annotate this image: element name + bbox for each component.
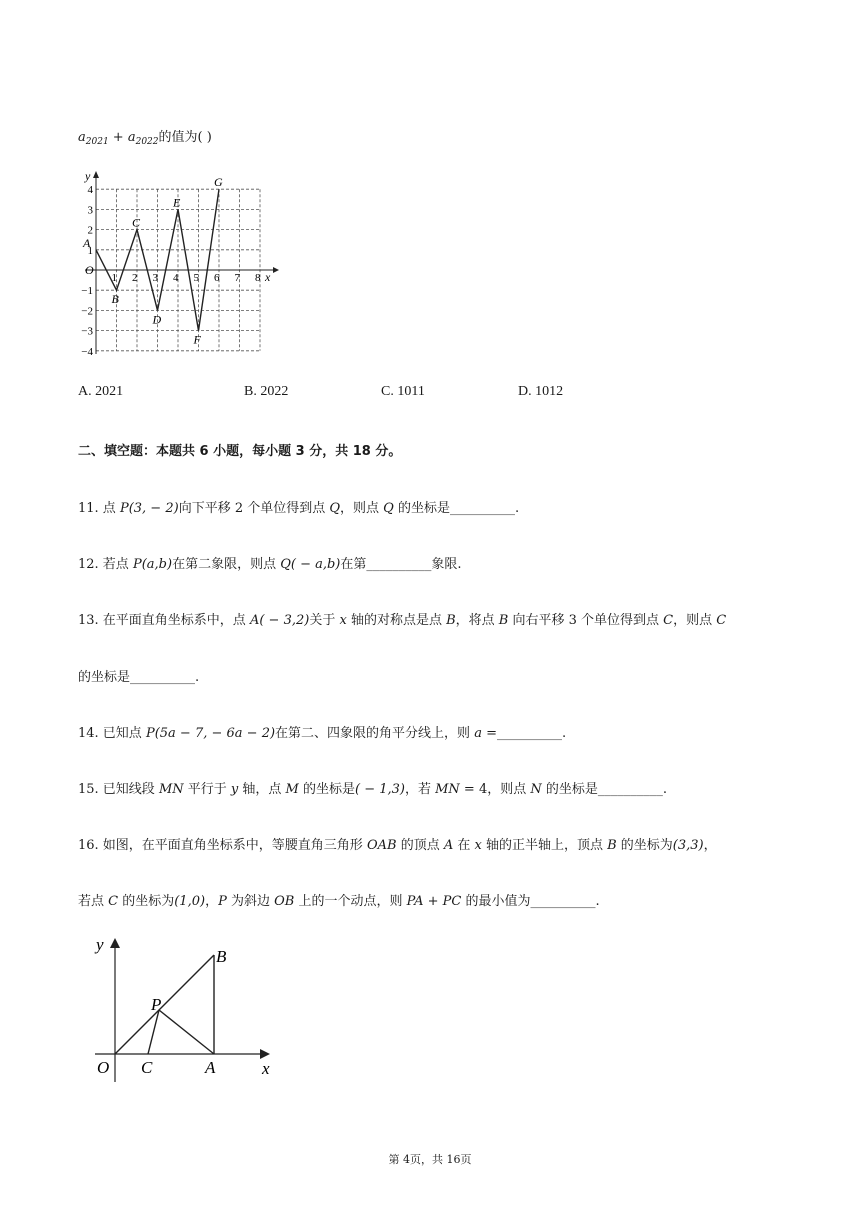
q15-c: 平行于 — [183, 782, 231, 797]
segment-ob — [115, 955, 214, 1054]
question-13-line2: 的坐标是__________. — [78, 670, 200, 685]
q15-g: 的坐标是 — [298, 782, 355, 797]
q13-c: 关于 — [309, 613, 340, 628]
q16-l2a: 若点 — [78, 894, 109, 909]
q16-d: A — [443, 838, 454, 853]
q16-l2b: C — [108, 894, 119, 909]
question-13 — [78, 609, 726, 628]
q10-s2: 2022 — [135, 137, 159, 147]
q16-l2h: OB — [274, 894, 295, 909]
q10-a2: a — [127, 130, 136, 145]
q16-c: 的顶点 — [396, 838, 444, 853]
q13-f: B — [446, 613, 456, 628]
q15-a: 15. 已知线段 — [78, 782, 159, 797]
q15-h: ( − 1,3) — [354, 782, 405, 797]
q11-a: 11. 点 — [78, 501, 120, 516]
x-tick-label: 1 — [111, 272, 117, 284]
q10-plus: + — [108, 130, 128, 145]
q16-b: OAB — [366, 838, 397, 853]
section-title: 二、填空题：本题共 6 小题，每小题 3 分，共 18 分。 — [78, 444, 402, 459]
q12-a: 12. 若点 — [78, 557, 133, 572]
point-label-c: C — [132, 215, 141, 230]
q16-l2e: ， — [205, 894, 219, 909]
x-axis-label: x — [265, 270, 271, 284]
question-14 — [78, 722, 566, 741]
q12-b: P(a,b) — [132, 557, 173, 572]
q15-f: M — [285, 782, 299, 797]
point-label-d: D — [152, 312, 162, 327]
y-tick-label: −4 — [81, 345, 93, 358]
q15-l: N — [530, 782, 542, 797]
x-axis-arrow — [260, 1049, 270, 1059]
q16-j: (3,3) — [672, 838, 704, 853]
question-16-line2 — [78, 890, 600, 909]
q10-stem — [78, 126, 212, 147]
y-tick-label: 4 — [87, 184, 93, 197]
x-tick-label: 4 — [173, 272, 179, 284]
b-label: B — [216, 947, 227, 966]
q16-a: 16. 如图，在平面直角坐标系中，等腰直角三角形 — [78, 838, 367, 853]
q15-e: 轴，点 — [238, 782, 286, 797]
q12-e: 在第__________象限. — [340, 557, 462, 572]
y-tick-label: −3 — [81, 325, 93, 338]
point-label-e: E — [173, 195, 181, 210]
q15-m: 的坐标是__________. — [541, 782, 667, 797]
q14-e: =__________. — [481, 726, 567, 741]
q13-d: x — [339, 613, 347, 628]
y-axis-arrow — [110, 938, 120, 948]
o-label: O — [97, 1058, 110, 1077]
x-axis-arrow — [273, 267, 279, 273]
segment-pa — [159, 1010, 214, 1054]
x-tick-label: 7 — [234, 272, 240, 284]
q13-a: 13. 在平面直角坐标系中，点 — [78, 613, 250, 628]
y-label: y — [96, 935, 104, 954]
q13-i: 向右平移 3 个单位得到点 — [508, 613, 664, 628]
q11-d: Q — [329, 501, 341, 516]
q16-e: 在 — [453, 838, 475, 853]
y-tick-label: 2 — [87, 224, 93, 237]
x-tick-label: 8 — [255, 272, 261, 284]
q16-l2j: PA + PC — [406, 894, 462, 909]
point-label-f: F — [193, 332, 201, 347]
question-16 — [78, 834, 717, 853]
q14-d: a — [474, 726, 482, 741]
q16-l2c: 的坐标为 — [118, 894, 175, 909]
x-tick-label: 2 — [132, 272, 138, 284]
origin-label: O — [85, 263, 94, 277]
q14-b: P(5a − 7, − 6a − 2) — [145, 726, 276, 741]
a-label: A — [205, 1058, 216, 1077]
q13-k: ，则点 — [673, 613, 717, 628]
zigzag-graph — [75, 168, 285, 358]
q16-i: 的坐标为 — [616, 838, 673, 853]
option-b: B. 2022 — [244, 384, 289, 399]
q11-e: ，则点 — [340, 501, 384, 516]
y-tick-label: 3 — [87, 204, 93, 217]
q13-e: 轴的对称点是点 — [346, 613, 447, 628]
q10-a1: a — [78, 130, 86, 145]
option-a: A. 2021 — [78, 384, 124, 399]
y-axis-arrow — [93, 171, 99, 178]
q16-l2g: 为斜边 — [226, 894, 275, 909]
q16-g: 轴的正半轴上，顶点 — [481, 838, 608, 853]
q15-b: MN — [158, 782, 184, 797]
q13-g: ，将点 — [455, 613, 499, 628]
q12-d: Q( − a,b) — [280, 557, 341, 572]
q12-c: 在第二象限，则点 — [172, 557, 281, 572]
point-labels — [82, 175, 223, 346]
q16-h: B — [607, 838, 617, 853]
q13-b: A( − 3,2) — [249, 613, 310, 628]
x-tick-labels — [112, 272, 262, 284]
q16-f: x — [474, 838, 482, 853]
q16-l2d: (1,0) — [174, 894, 206, 909]
q11-b: P(3, − 2) — [119, 501, 179, 516]
segment-pc — [148, 1010, 159, 1054]
x-tick-label: 5 — [193, 272, 199, 284]
q16-l2f: P — [218, 894, 227, 909]
option-c: C. 1011 — [381, 384, 425, 399]
q11-g: 的坐标是__________. — [393, 501, 520, 516]
q15-i: ，若 — [404, 782, 436, 797]
q13-h: B — [498, 613, 509, 628]
y-axis-label: y — [85, 169, 91, 183]
q11-f: Q — [383, 501, 394, 516]
option-d: D. 1012 — [518, 384, 564, 399]
x-tick-label: 6 — [214, 272, 220, 284]
q15-d: y — [230, 782, 239, 797]
q16-k: ， — [703, 838, 717, 853]
q13-j: C — [663, 613, 674, 628]
p-label: P — [151, 995, 162, 1014]
question-11 — [78, 497, 519, 516]
q13-l: C — [716, 613, 727, 628]
c-label: C — [141, 1058, 153, 1077]
question-15 — [78, 778, 667, 797]
x-tick-label: 3 — [152, 272, 158, 284]
question-12 — [78, 553, 462, 572]
y-tick-label: −1 — [81, 285, 93, 298]
q10-tail: 的值为( ) — [158, 130, 212, 145]
x-label: x — [262, 1059, 270, 1078]
y-tick-label: −2 — [81, 305, 93, 318]
q14-a: 14. 已知点 — [78, 726, 146, 741]
q15-k: = 4，则点 — [459, 782, 531, 797]
q16-l2k: 的最小值为__________. — [461, 894, 600, 909]
q15-j: MN — [435, 782, 460, 797]
q16-l2i: 上的一个动点，则 — [294, 894, 407, 909]
q14-c: 在第二、四象限的角平分线上，则 — [275, 726, 475, 741]
page-footer: 第 4页，共 16页 — [388, 1153, 472, 1166]
triangle-graph — [90, 932, 280, 1082]
y-tick-label: 1 — [87, 244, 93, 257]
q10-s1: 2021 — [85, 137, 109, 147]
point-label-g: G — [214, 175, 223, 190]
point-label-b: B — [111, 292, 119, 307]
q11-c: 向下平移 2 个单位得到点 — [178, 501, 330, 516]
point-label-a: A — [83, 235, 91, 250]
